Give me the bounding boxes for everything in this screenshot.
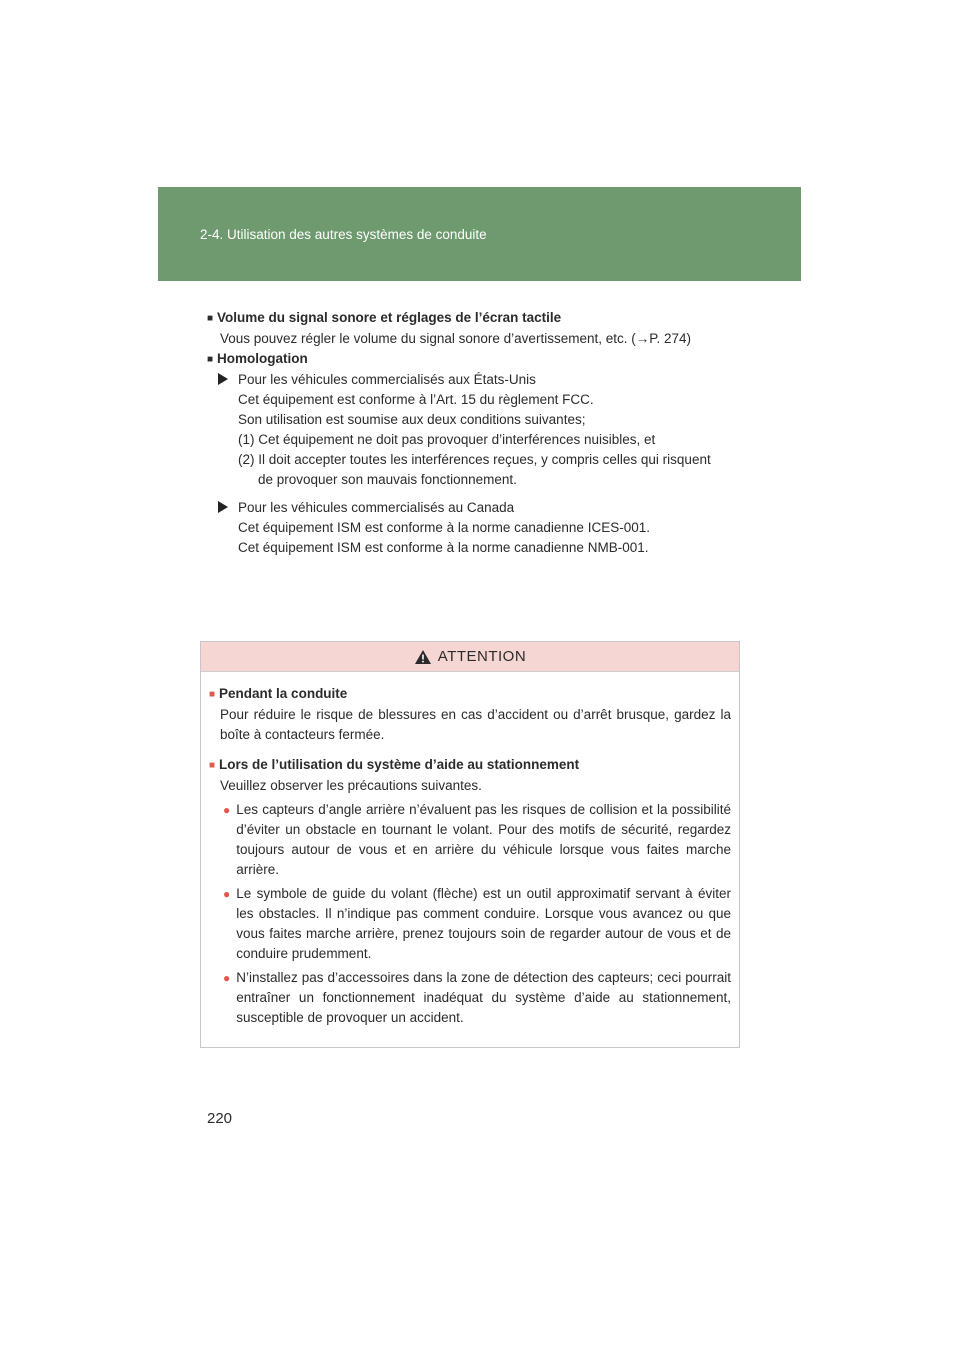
bullet-dot-icon: ● [223, 887, 231, 901]
canada-heading: Pour les véhicules commercialisés au Canada [207, 498, 747, 518]
homologation-heading: ■ Homologation [207, 351, 308, 366]
us-line2: Son utilisation est soumise aux deux conditions suivantes; [238, 412, 586, 427]
canada-line2: Cet équipement ISM est conforme à la norme canadienne NMB-001. [238, 540, 649, 555]
canada-line1: Cet équipement ISM est conforme à la norme canadienne ICES-001. [238, 520, 650, 535]
section-title: 2-4. Utilisation des autres systèmes de conduite [200, 227, 487, 242]
section-header-bar [158, 187, 801, 281]
square-bullet-icon: ■ [209, 689, 216, 700]
page-number: 220 [207, 1110, 233, 1127]
bullet-dot-icon: ● [223, 803, 231, 817]
us-item2-continued: de provoquer son mauvais fonctionnement. [258, 472, 517, 487]
us-line1: Cet équipement est conforme à l’Art. 15 du règlement FCC. [238, 392, 594, 407]
warning-box [200, 641, 740, 1048]
warning-label: ATTENTION [437, 648, 527, 665]
us-item1: (1) Cet équipement ne doit pas provoquer d’interférences nuisibles, et [238, 432, 656, 447]
main-content [207, 308, 747, 558]
volume-text: Vous pouvez régler le volume du signal sonore d’avertissement, etc. (→P. 274) [220, 331, 692, 346]
warning-triangle-icon [414, 649, 432, 665]
parking-heading: ■ Lors de l’utilisation du système d’aide au stationnement [209, 757, 580, 772]
arrow-right-icon [218, 373, 228, 385]
volume-heading: ■ Volume du signal sonore et réglages de l’écran tactile [207, 310, 562, 325]
us-heading: Pour les véhicules commercialisés aux États-Unis [207, 370, 747, 390]
driving-heading: ■ Pendant la conduite [209, 686, 348, 701]
driving-text: Pour réduire le risque de blessures en cas d’accident ou d’arrêt brusque, gardez la boîte à contacteurs fermée. [220, 707, 731, 742]
list-item: ● Les capteurs d’angle arrière n’évaluent pas les risques de collision et la possibilité d’éviter un obstacle en tournant le volant. Pour des motifs de sécurité, regardez toujours autour de vous et en arrière du véhicule lorsque vous faites marche arrière. [209, 800, 731, 880]
square-bullet-icon: ■ [207, 354, 214, 365]
parking-intro: Veuillez observer les précautions suivantes. [220, 778, 482, 793]
warning-header [201, 642, 739, 672]
list-item: ● N’installez pas d’accessoires dans la zone de détection des capteurs; ceci pourrait entraîner un fonctionnement inadéquat du système d’aide au stationnement, susceptible de provoquer un accident. [209, 968, 731, 1028]
list-item: ● Le symbole de guide du volant (flèche) est un outil approximatif servant à éviter les obstacles. Il n’indique pas comment conduire. Lorsque vous avancez ou que vous faites marche arrière, prenez toujours soin de regarder autour de vous et de conduire prudemment. [209, 884, 731, 964]
warning-body [201, 672, 739, 1028]
square-bullet-icon: ■ [207, 313, 214, 324]
us-item2: (2) Il doit accepter toutes les interférences reçues, y compris celles qui risquent [238, 452, 711, 467]
square-bullet-icon: ■ [209, 760, 216, 771]
bullet-dot-icon: ● [223, 971, 231, 985]
arrow-right-icon [218, 501, 228, 513]
